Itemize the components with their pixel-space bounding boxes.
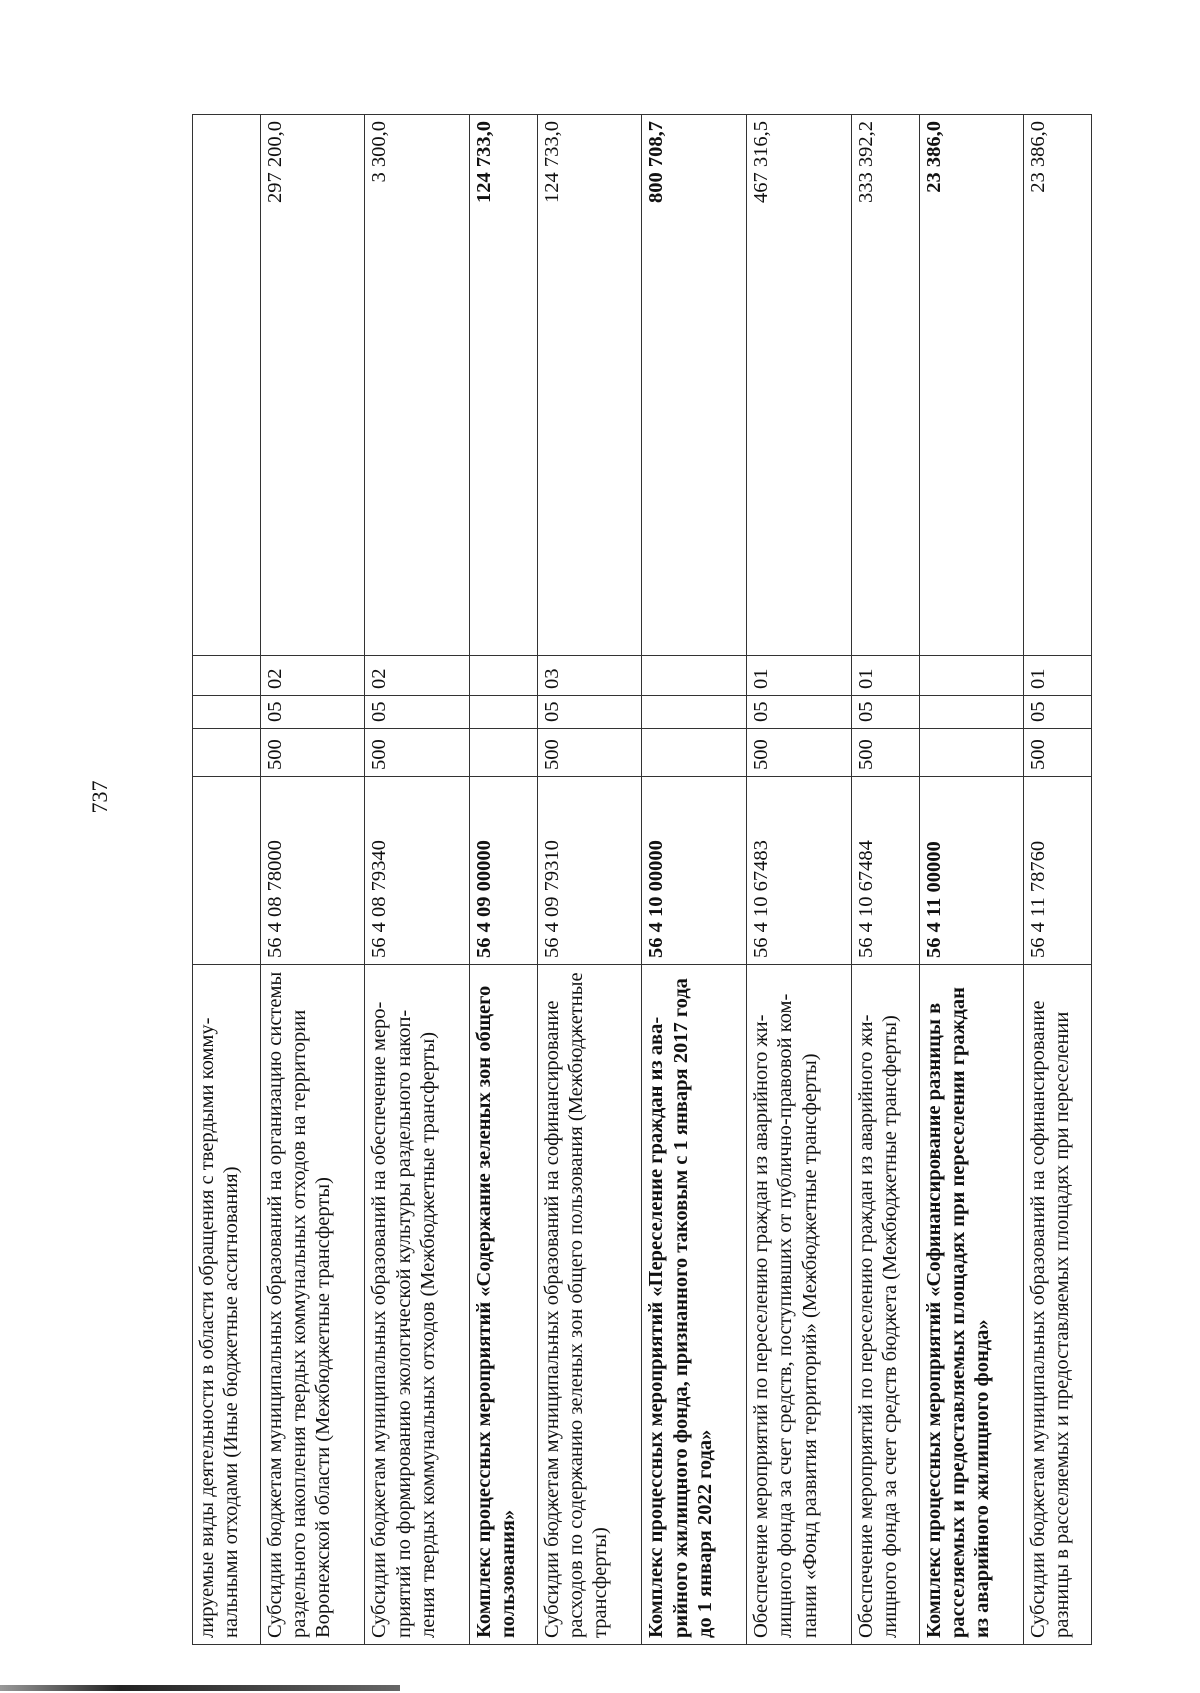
row-amount-cell: 124 733,0 xyxy=(537,115,642,656)
row-section-cell: 05 xyxy=(851,696,919,729)
scan-edge-line xyxy=(0,1685,400,1691)
row-code-cell: 56 4 10 67483 xyxy=(747,777,852,965)
row-section-cell xyxy=(919,696,1024,729)
row-group-cell: 500 xyxy=(851,729,919,777)
row-amount-cell: 800 708,7 xyxy=(642,115,747,656)
row-name-cell: Комплекс процессных мероприятий «Переселение граждан из аварийного жилищного фонда, признанного таковым с 1 января 2017 года до 1 января 2022 года» xyxy=(642,965,747,1645)
row-subsection-cell: 02 xyxy=(260,656,365,696)
table-row xyxy=(851,115,919,1645)
row-subsection-cell xyxy=(470,656,538,696)
row-subsection-cell xyxy=(642,656,747,696)
row-name-cell: Обеспечение мероприятий по переселению граждан из аварийного жилищного фонда за счет средств бюджета (Межбюджетные трансферты) xyxy=(851,965,919,1645)
table-row xyxy=(365,115,470,1645)
row-name-cell: Субсидии бюджетам муниципальных образований на обеспечение мероприятий по формированию экологической культуры раздельного накопления твердых коммунальных отходов (Межбюджетные трансферты) xyxy=(365,965,470,1645)
row-code-cell: 56 4 11 00000 xyxy=(919,777,1024,965)
row-subsection-cell: 02 xyxy=(365,656,470,696)
row-section-cell: 05 xyxy=(260,696,365,729)
row-group-cell xyxy=(919,729,1024,777)
row-name-cell: Комплекс процессных мероприятий «Софинансирование разницы в расселяемых и предоставляемых площадях при переселении граждан из аварийного жилищного фонда» xyxy=(919,965,1024,1645)
table-row xyxy=(642,115,747,1645)
row-group-cell: 500 xyxy=(1024,729,1092,777)
table-row xyxy=(919,115,1024,1645)
row-amount-cell: 23 386,0 xyxy=(1024,115,1092,656)
row-section-cell: 05 xyxy=(537,696,642,729)
row-code-cell: 56 4 10 00000 xyxy=(642,777,747,965)
table-row xyxy=(1024,115,1092,1645)
row-subsection-cell: 01 xyxy=(851,656,919,696)
row-group-cell: 500 xyxy=(747,729,852,777)
row-amount-cell: 467 316,5 xyxy=(747,115,852,656)
row-amount-cell: 333 392,2 xyxy=(851,115,919,656)
table-row xyxy=(747,115,852,1645)
table-row xyxy=(260,115,365,1645)
row-code-cell: 56 4 08 78000 xyxy=(260,777,365,965)
row-amount-cell: 23 386,0 xyxy=(919,115,1024,656)
row-group-cell xyxy=(642,729,747,777)
row-amount-cell: 124 733,0 xyxy=(470,115,538,656)
row-name-cell: Субсидии бюджетам муниципальных образований на организацию системы раздельного накопления твердых коммунальных отходов на территории Воронежской области (Межбюджетные трансферты) xyxy=(260,965,365,1645)
row-name-cell: Субсидии бюджетам муниципальных образований на софинансирование разницы в расселяемых и предоставляемых площадях при переселении xyxy=(1024,965,1092,1645)
row-name-cell: лируемые виды деятельности в области обращения с твердыми коммунальными отходами (Иные бюджетные ассигнования) xyxy=(193,965,261,1645)
row-group-cell xyxy=(193,729,261,777)
table-row xyxy=(193,115,261,1645)
row-code-cell: 56 4 09 79310 xyxy=(537,777,642,965)
rotated-table-container xyxy=(192,115,1092,1645)
budget-table xyxy=(192,114,1092,1645)
row-amount-cell: 3 300,0 xyxy=(365,115,470,656)
row-amount-cell xyxy=(193,115,261,656)
row-subsection-cell: 01 xyxy=(747,656,852,696)
row-section-cell: 05 xyxy=(747,696,852,729)
row-section-cell xyxy=(642,696,747,729)
row-group-cell xyxy=(470,729,538,777)
row-amount-cell: 297 200,0 xyxy=(260,115,365,656)
row-subsection-cell: 01 xyxy=(1024,656,1092,696)
row-code-cell: 56 4 10 67484 xyxy=(851,777,919,965)
row-code-cell: 56 4 08 79340 xyxy=(365,777,470,965)
row-name-cell: Обеспечение мероприятий по переселению граждан из аварийного жилищного фонда за счет средств, поступивших от публично-правовой компании «Фонд развития территорий» (Межбюджетные трансферты) xyxy=(747,965,852,1645)
row-subsection-cell: 03 xyxy=(537,656,642,696)
row-subsection-cell xyxy=(919,656,1024,696)
row-name-cell: Комплекс процессных мероприятий «Содержание зеленых зон общего пользования» xyxy=(470,965,538,1645)
table-row xyxy=(470,115,538,1645)
budget-table-body xyxy=(193,115,1092,1645)
table-row xyxy=(537,115,642,1645)
row-subsection-cell xyxy=(193,656,261,696)
row-section-cell: 05 xyxy=(1024,696,1092,729)
page-number: 737 xyxy=(87,780,112,814)
row-section-cell xyxy=(470,696,538,729)
row-group-cell: 500 xyxy=(365,729,470,777)
row-code-cell: 56 4 11 78760 xyxy=(1024,777,1092,965)
row-group-cell: 500 xyxy=(260,729,365,777)
row-code-cell: 56 4 09 00000 xyxy=(470,777,538,965)
row-section-cell: 05 xyxy=(365,696,470,729)
row-code-cell xyxy=(193,777,261,965)
row-section-cell xyxy=(193,696,261,729)
row-group-cell: 500 xyxy=(537,729,642,777)
row-name-cell: Субсидии бюджетам муниципальных образований на софинансирование расходов по содержанию зеленых зон общего пользования (Межбюджетные трансферты) xyxy=(537,965,642,1645)
